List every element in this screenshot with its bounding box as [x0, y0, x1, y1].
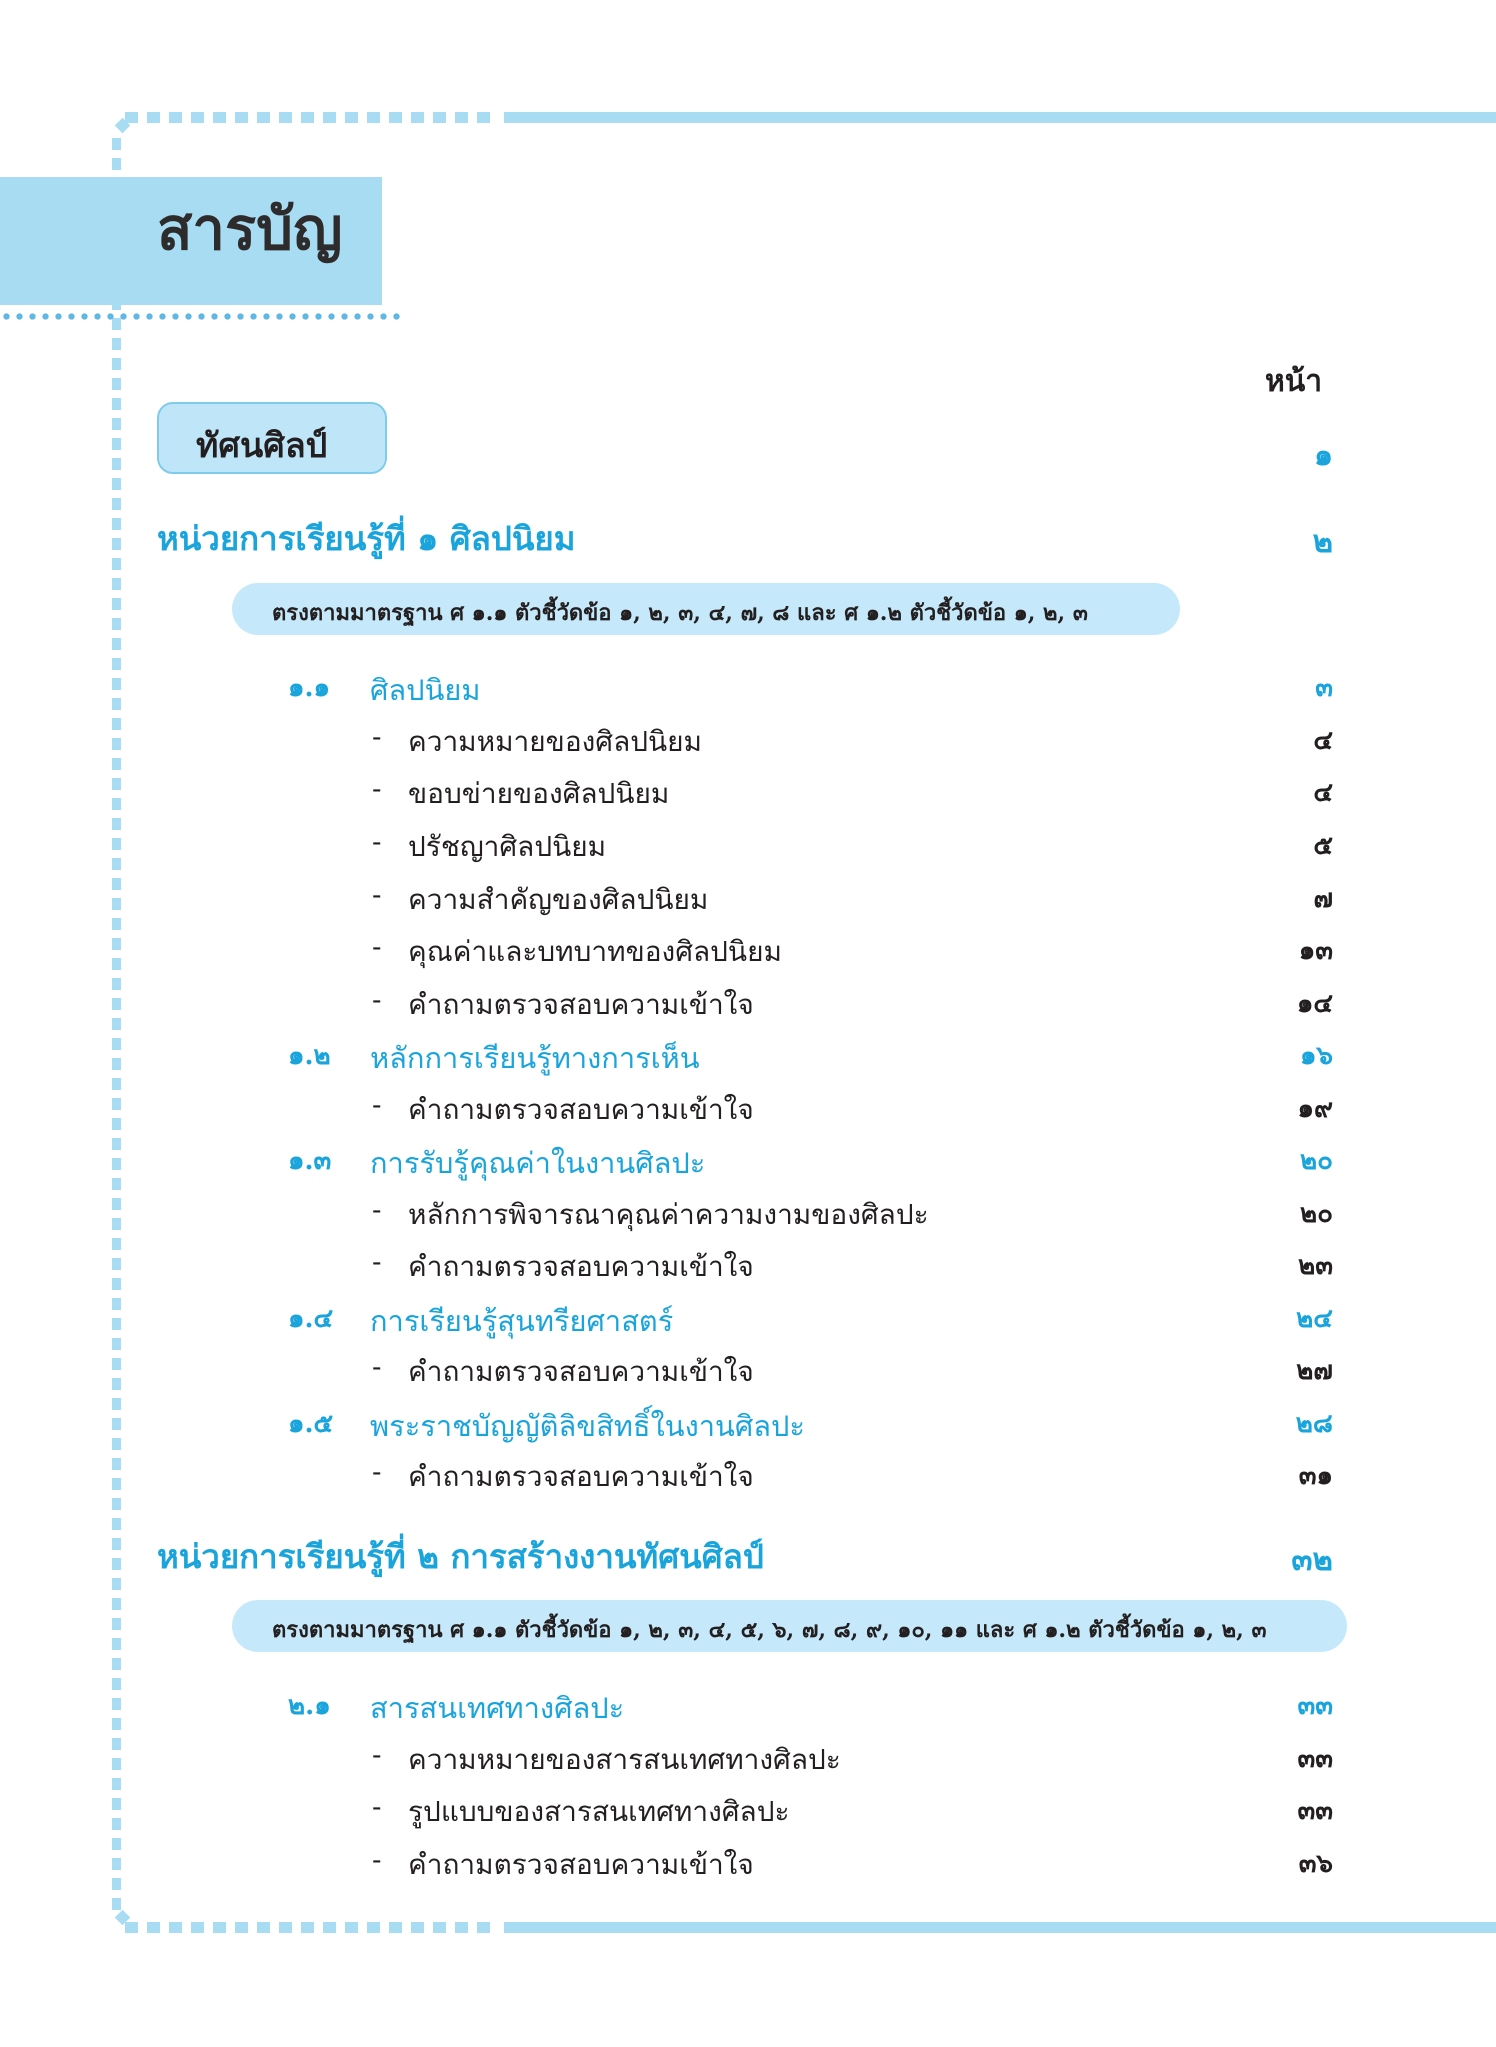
- topic-title: สารสนเทศทางศิลปะ: [370, 1691, 625, 1725]
- topic-number: ๒.๑: [288, 1691, 331, 1721]
- toc-item-row[interactable]: [0, 878, 1496, 918]
- item-label: คำถามตรวจสอบความเข้าใจ: [408, 1460, 754, 1493]
- bullet-dash: -: [372, 825, 382, 858]
- section-label[interactable]: ทัศนศิลป์: [196, 426, 328, 466]
- toc-topic-row[interactable]: [0, 1298, 1496, 1338]
- item-page-number: ๑๓: [1298, 936, 1333, 966]
- bullet-dash: -: [372, 720, 382, 753]
- topic-title: การรับรู้คุณค่าในงานศิลปะ: [370, 1146, 706, 1180]
- item-page-number: ๓๖: [1298, 1849, 1333, 1879]
- toc-item-row[interactable]: [0, 1350, 1496, 1390]
- standard-text: ตรงตามมาตรฐาน ศ ๑.๑ ตัวชี้วัดข้อ ๑, ๒, ๓, ๔, ๕, ๖, ๗, ๘, ๙, ๑๐, ๑๑ และ ศ ๑.๒ ตัวชี้วัดข้อ ๑, ๒, ๓: [272, 1617, 1267, 1643]
- topic-page-number: ๓๓: [1297, 1691, 1333, 1721]
- bullet-dash: -: [372, 1738, 382, 1771]
- topic-page-number: ๒๔: [1296, 1304, 1333, 1334]
- item-label: หลักการพิจารณาคุณค่าความงามของศิลปะ: [408, 1198, 929, 1231]
- unit-title[interactable]: หน่วยการเรียนรู้ที่ ๑ ศิลปนิยม: [157, 519, 576, 558]
- bullet-dash: -: [372, 1843, 382, 1876]
- topic-title: ศิลปนิยม: [370, 673, 481, 707]
- toc-item-row[interactable]: [0, 1790, 1496, 1830]
- toc-item-row[interactable]: [0, 1843, 1496, 1883]
- standard-text: ตรงตามมาตรฐาน ศ ๑.๑ ตัวชี้วัดข้อ ๑, ๒, ๓, ๔, ๗, ๘ และ ศ ๑.๒ ตัวชี้วัดข้อ ๑, ๒, ๓: [272, 600, 1088, 626]
- item-page-number: ๓๓: [1297, 1744, 1333, 1774]
- bullet-dash: -: [372, 1790, 382, 1823]
- item-label: ปรัชญาศิลปนิยม: [408, 830, 607, 863]
- section-page-number: ๑: [1313, 438, 1333, 473]
- toc-topic-row[interactable]: [0, 667, 1496, 707]
- toc-item-row[interactable]: [0, 983, 1496, 1023]
- item-page-number: ๒๓: [1298, 1251, 1333, 1281]
- toc-topic-row[interactable]: [0, 1035, 1496, 1075]
- bullet-dash: -: [372, 772, 382, 805]
- item-page-number: ๓๑: [1298, 1461, 1333, 1491]
- title-dotted-underline: [0, 313, 400, 320]
- toc-item-row[interactable]: [0, 1245, 1496, 1285]
- item-label: ขอบข่ายของศิลปนิยม: [408, 777, 670, 810]
- item-label: คำถามตรวจสอบความเข้าใจ: [408, 1355, 754, 1388]
- topic-page-number: ๒๐: [1299, 1146, 1333, 1176]
- item-label: คำถามตรวจสอบความเข้าใจ: [408, 988, 754, 1021]
- item-page-number: ๗: [1313, 884, 1333, 914]
- topic-page-number: ๑๖: [1299, 1041, 1333, 1071]
- bullet-dash: -: [372, 1245, 382, 1278]
- topic-number: ๑.๒: [288, 1041, 331, 1071]
- item-label: คำถามตรวจสอบความเข้าใจ: [408, 1848, 754, 1881]
- item-label: คำถามตรวจสอบความเข้าใจ: [408, 1093, 754, 1126]
- unit-page-number: ๓๒: [1291, 1542, 1333, 1578]
- unit-page-number: ๒: [1312, 524, 1333, 560]
- toc-item-row[interactable]: [0, 772, 1496, 812]
- frame-bottom-solid-border: [504, 1922, 1496, 1933]
- item-label: ความสำคัญของศิลปนิยม: [408, 883, 709, 916]
- unit-title[interactable]: หน่วยการเรียนรู้ที่ ๒ การสร้างงานทัศนศิลป์: [157, 1537, 764, 1576]
- item-label: รูปแบบของสารสนเทศทางศิลปะ: [408, 1795, 790, 1828]
- topic-number: ๑.๕: [288, 1409, 334, 1439]
- page-title: สารบัญ: [157, 195, 343, 263]
- item-label: ความหมายของศิลปนิยม: [408, 725, 703, 758]
- topic-title: หลักการเรียนรู้ทางการเห็น: [370, 1041, 700, 1075]
- item-page-number: ๒๐: [1299, 1199, 1333, 1229]
- topic-number: ๑.๑: [288, 673, 331, 703]
- item-page-number: ๔: [1313, 726, 1333, 756]
- bullet-dash: -: [372, 1088, 382, 1121]
- bullet-dash: -: [372, 1455, 382, 1488]
- topic-page-number: ๓: [1315, 673, 1333, 703]
- topic-number: ๑.๓: [288, 1146, 332, 1176]
- item-label: ความหมายของสารสนเทศทางศิลปะ: [408, 1743, 841, 1776]
- toc-item-row[interactable]: [0, 1193, 1496, 1233]
- frame-left-dashed-border: [112, 138, 121, 1913]
- item-page-number: ๒๗: [1296, 1356, 1333, 1386]
- toc-item-row[interactable]: [0, 720, 1496, 760]
- toc-item-row[interactable]: [0, 1738, 1496, 1778]
- toc-item-row[interactable]: [0, 930, 1496, 970]
- topic-number: ๑.๔: [288, 1304, 334, 1334]
- bullet-dash: -: [372, 983, 382, 1016]
- toc-topic-row[interactable]: [0, 1403, 1496, 1443]
- frame-bottom-dashed-border: [125, 1922, 497, 1933]
- toc-topic-row[interactable]: [0, 1685, 1496, 1725]
- toc-item-row[interactable]: [0, 825, 1496, 865]
- item-page-number: ๓๓: [1297, 1796, 1333, 1826]
- topic-title: พระราชบัญญัติลิขสิทธิ์ในงานศิลปะ: [370, 1409, 805, 1443]
- item-page-number: ๑๙: [1297, 1094, 1333, 1124]
- frame-top-dashed-border: [125, 112, 497, 123]
- bullet-dash: -: [372, 878, 382, 911]
- toc-item-row[interactable]: [0, 1088, 1496, 1128]
- frame-top-solid-border: [504, 112, 1496, 123]
- toc-topic-row[interactable]: [0, 1140, 1496, 1180]
- topic-page-number: ๒๘: [1295, 1409, 1333, 1439]
- item-label: คุณค่าและบทบาทของศิลปนิยม: [408, 935, 782, 968]
- bullet-dash: -: [372, 930, 382, 963]
- item-label: คำถามตรวจสอบความเข้าใจ: [408, 1250, 754, 1283]
- item-page-number: ๕: [1313, 831, 1333, 861]
- toc-item-row[interactable]: [0, 1455, 1496, 1495]
- item-page-number: ๔: [1313, 778, 1333, 808]
- topic-title: การเรียนรู้สุนทรียศาสตร์: [370, 1304, 674, 1338]
- bullet-dash: -: [372, 1193, 382, 1226]
- page-column-header: หน้า: [1265, 364, 1323, 399]
- bullet-dash: -: [372, 1350, 382, 1383]
- item-page-number: ๑๔: [1296, 989, 1333, 1019]
